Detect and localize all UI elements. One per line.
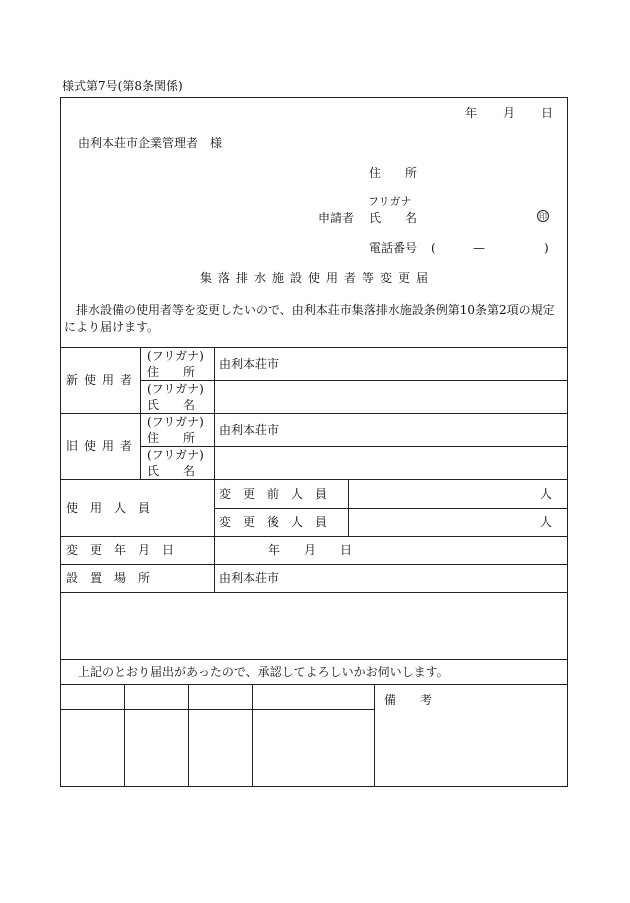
change-date-label: 変 更 年 月 日 xyxy=(66,543,175,557)
new-user-address-label: 住 所 xyxy=(147,365,196,379)
applicant-name-label: 氏 名 xyxy=(369,211,418,225)
new-user-name-furigana: (フリガナ) xyxy=(147,382,204,396)
addressee: 由利本荘市企業管理者 様 xyxy=(78,136,223,150)
persons-label: 使 用 人 員 xyxy=(66,501,151,515)
old-user-name-furigana: (フリガナ) xyxy=(147,448,204,462)
row-line xyxy=(140,380,568,381)
row-line xyxy=(60,347,568,348)
row-line xyxy=(214,508,568,509)
remarks-label: 備 考 xyxy=(384,693,433,707)
row-line xyxy=(60,659,568,660)
row-line xyxy=(60,684,568,685)
phone-label: 電話番号 xyxy=(369,241,418,255)
body-paragraph: 排水設備の使用者等を変更したいので、由利本荘市集落排水施設条例第10条第2項の規定により届けます。 xyxy=(64,303,555,334)
before-count-label: 変 更 前 人 員 xyxy=(219,487,328,501)
location-value[interactable]: 由利本荘市 xyxy=(219,571,280,585)
row-line xyxy=(60,564,568,565)
location-label: 設 置 場 所 xyxy=(66,571,151,585)
row-line xyxy=(60,479,568,480)
row-line xyxy=(60,536,568,537)
old-user-label: 旧使用者 xyxy=(66,439,139,453)
row-line xyxy=(60,592,568,593)
col-line xyxy=(374,684,375,787)
col-line xyxy=(124,684,125,787)
seal-mark: 印 xyxy=(539,212,547,221)
row-line xyxy=(140,446,568,447)
date-year: 年 xyxy=(465,106,478,120)
row-line xyxy=(60,709,374,710)
applicant-address-label: 住 所 xyxy=(369,166,418,180)
new-user-label: 新使用者 xyxy=(66,373,139,387)
row-line xyxy=(60,413,568,414)
old-user-address-value[interactable]: 由利本荘市 xyxy=(219,423,280,437)
form-number-label: 様式第7号(第8条関係) xyxy=(62,79,183,93)
after-count-label: 変 更 後 人 員 xyxy=(219,515,328,529)
date-day: 日 xyxy=(541,106,554,120)
new-user-address-value[interactable]: 由利本荘市 xyxy=(219,357,280,371)
after-count-unit: 人 xyxy=(540,515,553,529)
date-month: 月 xyxy=(503,106,516,120)
col-line xyxy=(214,347,215,592)
phone-close-paren: ) xyxy=(544,241,549,255)
old-user-address-furigana: (フリガナ) xyxy=(147,415,204,429)
old-user-name-label: 氏 名 xyxy=(147,464,196,478)
new-user-address-furigana: (フリガナ) xyxy=(147,349,204,363)
new-user-name-label: 氏 名 xyxy=(147,398,196,412)
applicant-label: 申請者 xyxy=(318,211,355,225)
before-count-unit: 人 xyxy=(540,487,553,501)
change-date-value[interactable]: 年 月 日 xyxy=(268,543,353,557)
col-line xyxy=(348,479,349,536)
phone-open-paren: ( xyxy=(431,241,436,255)
col-line xyxy=(188,684,189,787)
phone-dash: — xyxy=(473,241,485,255)
document-title: 集落排水施設使用者等変更届 xyxy=(200,271,435,285)
applicant-furigana-label: フリガナ xyxy=(368,195,412,208)
old-user-address-label: 住 所 xyxy=(147,431,196,445)
col-line xyxy=(140,347,141,479)
approval-text: 上記のとおり届出があったので、承認してよろしいかお伺いします。 xyxy=(78,665,449,679)
col-line xyxy=(252,684,253,787)
